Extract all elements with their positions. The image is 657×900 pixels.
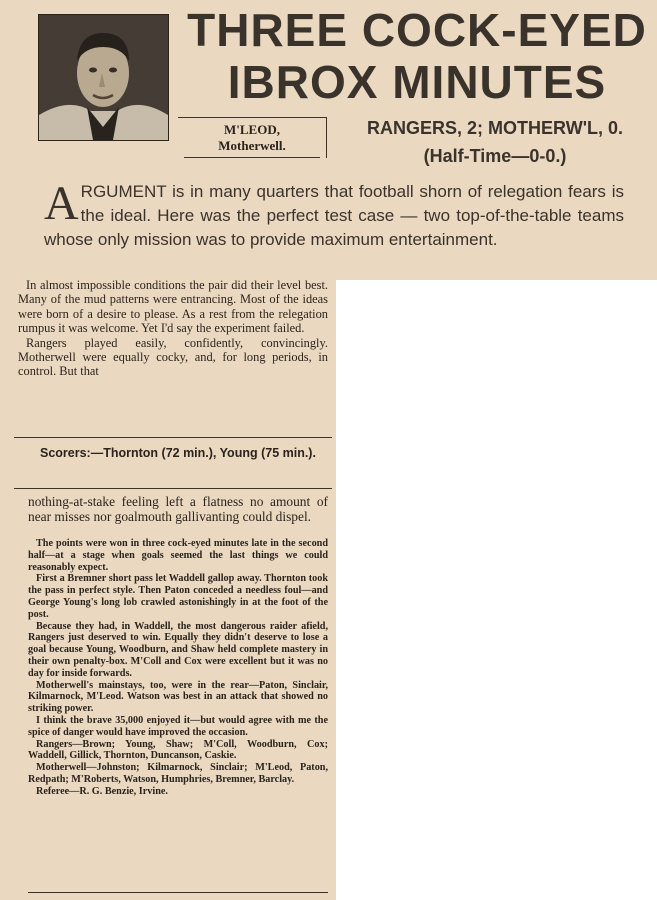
divider bbox=[14, 488, 332, 489]
body-paragraph: First a Bremner short pass let Waddell gallop away. Thornton took the pass in perfect style. Then Paton conceded a needless foul—and George Young's long lob crawled astonishingly in at the foot of the post. bbox=[28, 573, 328, 620]
scorers-box: Scorers:—Thornton (72 min.), Young (75 min.). bbox=[40, 446, 316, 460]
headline-line-1: THREE COCK-EYED bbox=[187, 4, 647, 56]
drop-cap: A bbox=[44, 177, 79, 230]
final-score: RANGERS, 2; MOTHERW'L, 0. bbox=[367, 118, 623, 138]
photo-caption bbox=[178, 117, 327, 158]
caption-name: M'LEOD, bbox=[224, 122, 280, 137]
team-line-rangers: Rangers—Brown; Young, Shaw; M'Coll, Woodburn, Cox; Waddell, Gillick, Thornton, Duncanson, Caskie. bbox=[28, 738, 328, 762]
body-paragraph: The points were won in three cock-eyed minutes late in the second half—at a stage when goals seemed the last things we could reasonably expect. bbox=[28, 538, 328, 573]
half-time-score: (Half-Time—0-0.) bbox=[423, 146, 567, 166]
body-text-small bbox=[28, 538, 328, 798]
intro-text: RGUMENT is in many quarters that football shorn of relegation fears is the ideal. Here was the perfect test case — two top-of-the-table teams whose only mission was to provide maximum entertainment. bbox=[44, 182, 624, 249]
match-result bbox=[336, 114, 654, 170]
body-paragraph: Because they had, in Waddell, the most dangerous raider afield, Rangers just deserved to win. Equally they didn't deserve to lose a goal because Young, Woodburn, and Shaw held complete mastery in their own penalty-box. M'Coll and Cox were excellent but it was no day for inside forwards. bbox=[28, 620, 328, 679]
body-paragraph: Motherwell's mainstays, too, were in the rear—Paton, Sinclair, Kilmarnock, M'Leod. Watson was best in an attack that showed no striking power. bbox=[28, 679, 328, 715]
body-paragraph: Rangers played easily, confidently, convincingly. Motherwell were equally cocky, and, for long periods, in control. But that bbox=[18, 335, 328, 379]
referee-line: Referee—R. G. Benzie, Irvine. bbox=[36, 785, 168, 797]
headline bbox=[182, 4, 652, 108]
headline-line-2: IBROX MINUTES bbox=[227, 56, 607, 108]
player-photo bbox=[38, 14, 169, 141]
intro-paragraph bbox=[44, 177, 624, 252]
body-lead-continued: nothing-at-stake feeling left a flatness no amount of near misses nor goalmouth gallivanting could dispel. bbox=[28, 494, 328, 524]
divider bbox=[14, 437, 332, 438]
caption-club: Motherwell. bbox=[184, 138, 320, 158]
divider bbox=[28, 892, 328, 893]
body-text-top bbox=[18, 278, 328, 379]
body-paragraph: In almost impossible conditions the pair did their level best. Many of the mud patterns were entrancing. Most of the ideas were born of a desire to please. As a rest from the relegation rumpus it was welcome. Yet I'd say the experiment failed. bbox=[18, 278, 328, 336]
body-paragraph: I think the brave 35,000 enjoyed it—but would agree with me the spice of danger would have improved the occasion. bbox=[28, 714, 328, 738]
team-line-motherwell: Motherwell—Johnston; Kilmarnock, Sinclair; M'Leod, Paton, Redpath; M'Roberts, Watson, Humphries, Bremner, Barclay. bbox=[28, 762, 328, 785]
